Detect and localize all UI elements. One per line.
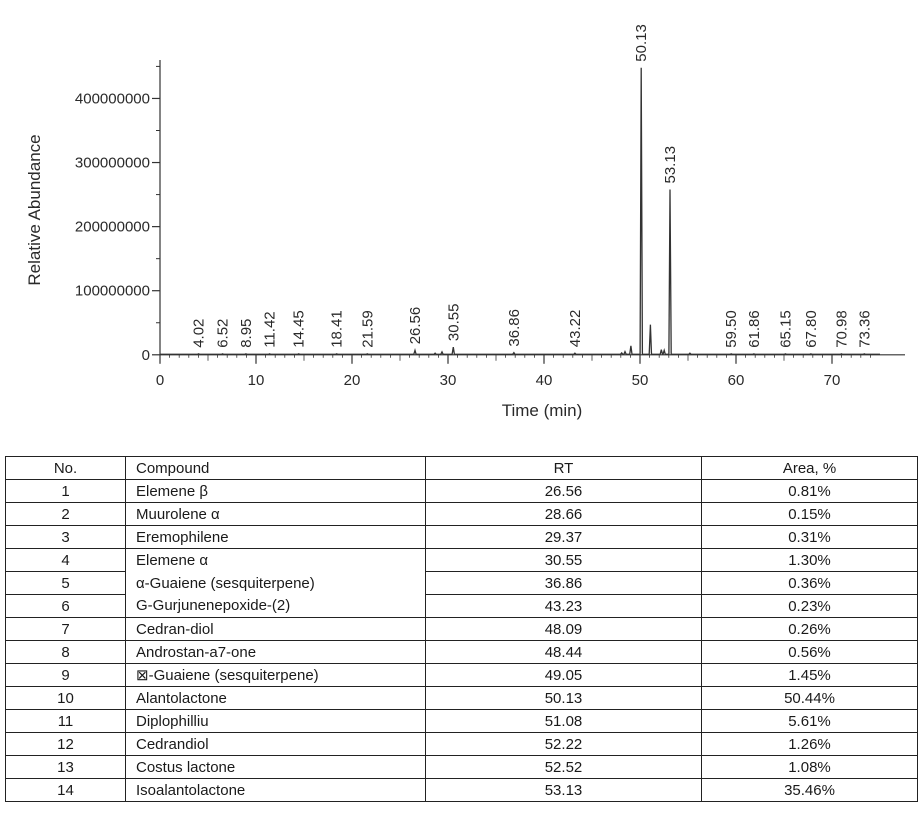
cell-rt: 43.23 xyxy=(426,595,702,618)
cell-compound: ⊠-Guaiene (sesquiterpene) xyxy=(126,664,426,687)
cell-rt: 51.08 xyxy=(426,710,702,733)
x-tick-label: 0 xyxy=(155,371,165,389)
cell-compound: Costus lactone xyxy=(126,756,426,779)
cell-rt: 50.13 xyxy=(426,687,702,710)
cell-area: 1.08% xyxy=(702,756,918,779)
cell-compound: Cedrandiol xyxy=(126,733,426,756)
cell-no: 5 xyxy=(6,572,126,595)
cell-compound: Elemene β xyxy=(126,480,426,503)
cell-area: 0.36% xyxy=(702,572,918,595)
peak-label: 59.50 xyxy=(723,310,741,348)
cell-no: 6 xyxy=(6,595,126,618)
peak-label: 6.52 xyxy=(214,318,232,348)
table-header-row xyxy=(6,457,918,480)
peak-label: 4.02 xyxy=(190,318,208,348)
peak-label: 53.13 xyxy=(662,145,679,184)
table-row xyxy=(6,664,918,687)
x-tick-label: 50 xyxy=(631,371,649,389)
header-compound: Compound xyxy=(126,457,426,480)
cell-no: 14 xyxy=(6,779,126,802)
cell-rt: 29.37 xyxy=(426,526,702,549)
cell-rt: 28.66 xyxy=(426,503,702,526)
cell-no: 8 xyxy=(6,641,126,664)
y-tick-label: 0 xyxy=(141,346,150,364)
peak-label: 18.41 xyxy=(328,310,346,348)
cell-area: 0.23% xyxy=(702,595,918,618)
table-row xyxy=(6,618,918,641)
x-axis-title: Time (min) xyxy=(501,401,583,420)
table-row xyxy=(6,572,918,595)
cell-compound: Isoalantolactone xyxy=(126,779,426,802)
header-no: No. xyxy=(6,457,126,480)
peak-label: 21.59 xyxy=(359,310,377,348)
header-rt: RT xyxy=(426,457,702,480)
cell-area: 0.31% xyxy=(702,526,918,549)
cell-area: 0.26% xyxy=(702,618,918,641)
cell-area: 1.30% xyxy=(702,549,918,572)
table-row xyxy=(6,733,918,756)
peak-label: 50.13 xyxy=(633,24,651,62)
table-row xyxy=(6,480,918,503)
peak-label: 43.22 xyxy=(566,309,584,348)
y-tick-label: 100000000 xyxy=(74,282,150,300)
cell-compound: Elemene α xyxy=(126,549,426,572)
cell-area: 1.26% xyxy=(702,733,918,756)
table-row xyxy=(6,549,918,572)
peak-labels xyxy=(191,24,874,348)
cell-no: 9 xyxy=(6,664,126,687)
compound-table-container xyxy=(5,456,917,802)
cell-area: 0.15% xyxy=(702,503,918,526)
x-tick-label: 60 xyxy=(727,371,745,389)
peak-label: 30.55 xyxy=(445,303,463,342)
peak-label: 65.15 xyxy=(777,310,795,348)
cell-no: 11 xyxy=(6,710,126,733)
cell-rt: 52.22 xyxy=(426,733,702,756)
cell-rt: 26.56 xyxy=(426,480,702,503)
table-row xyxy=(6,756,918,779)
cell-no: 12 xyxy=(6,733,126,756)
table-body xyxy=(6,480,918,802)
cell-compound: Eremophilene xyxy=(126,526,426,549)
peak-label: 67.80 xyxy=(802,310,820,348)
cell-rt: 36.86 xyxy=(426,572,702,595)
cell-rt: 49.05 xyxy=(426,664,702,687)
peak-label: 14.45 xyxy=(290,310,308,348)
x-tick-label: 40 xyxy=(535,371,553,389)
table-row xyxy=(6,503,918,526)
cell-rt: 48.09 xyxy=(426,618,702,641)
cell-no: 13 xyxy=(6,756,126,779)
cell-area: 1.45% xyxy=(702,664,918,687)
x-tick-label: 20 xyxy=(343,371,361,389)
cell-no: 4 xyxy=(6,549,126,572)
y-axis-title: Relative Abundance xyxy=(25,134,44,286)
cell-area: 35.46% xyxy=(702,779,918,802)
header-area: Area, % xyxy=(702,457,918,480)
cell-no: 1 xyxy=(6,480,126,503)
cell-compound: Androstan-a7-one xyxy=(126,641,426,664)
table-row xyxy=(6,779,918,802)
x-tick-label: 30 xyxy=(439,371,457,389)
y-tick-label: 300000000 xyxy=(74,154,150,172)
cell-no: 2 xyxy=(6,503,126,526)
cell-rt: 53.13 xyxy=(426,779,702,802)
compound-table xyxy=(5,456,918,802)
cell-compound: Muurolene α xyxy=(126,503,426,526)
cell-rt: 30.55 xyxy=(426,549,702,572)
table-row xyxy=(6,641,918,664)
cell-area: 5.61% xyxy=(702,710,918,733)
cell-no: 3 xyxy=(6,526,126,549)
cell-area: 0.81% xyxy=(702,480,918,503)
cell-compound: Alantolactone xyxy=(126,687,426,710)
table-row xyxy=(6,687,918,710)
cell-area: 50.44% xyxy=(702,687,918,710)
peak-label: 61.86 xyxy=(745,310,763,348)
peak-label: 36.86 xyxy=(505,309,523,347)
cell-rt: 48.44 xyxy=(426,641,702,664)
table-row xyxy=(6,526,918,549)
cell-area: 0.56% xyxy=(702,641,918,664)
cell-no: 10 xyxy=(6,687,126,710)
peak-label: 26.56 xyxy=(407,306,424,345)
table-row xyxy=(6,595,918,618)
x-tick-label: 10 xyxy=(247,371,265,389)
cell-compound: Cedran-diol xyxy=(126,618,426,641)
y-tick-label: 200000000 xyxy=(74,218,150,236)
x-tick-label: 70 xyxy=(823,371,841,389)
table-row xyxy=(6,710,918,733)
peak-label: 70.98 xyxy=(833,310,851,348)
peak-label: 11.42 xyxy=(261,311,279,348)
cell-no: 7 xyxy=(6,618,126,641)
cell-rt: 52.52 xyxy=(426,756,702,779)
peak-label: 73.36 xyxy=(856,310,874,348)
cell-compound: Diplophilliu xyxy=(126,710,426,733)
cell-compound: G-Gurjunenepoxide-(2) xyxy=(126,595,426,618)
y-tick-label: 400000000 xyxy=(74,90,150,108)
cell-compound: α-Guaiene (sesquiterpene) xyxy=(126,572,426,595)
peak-label: 8.95 xyxy=(237,318,255,348)
